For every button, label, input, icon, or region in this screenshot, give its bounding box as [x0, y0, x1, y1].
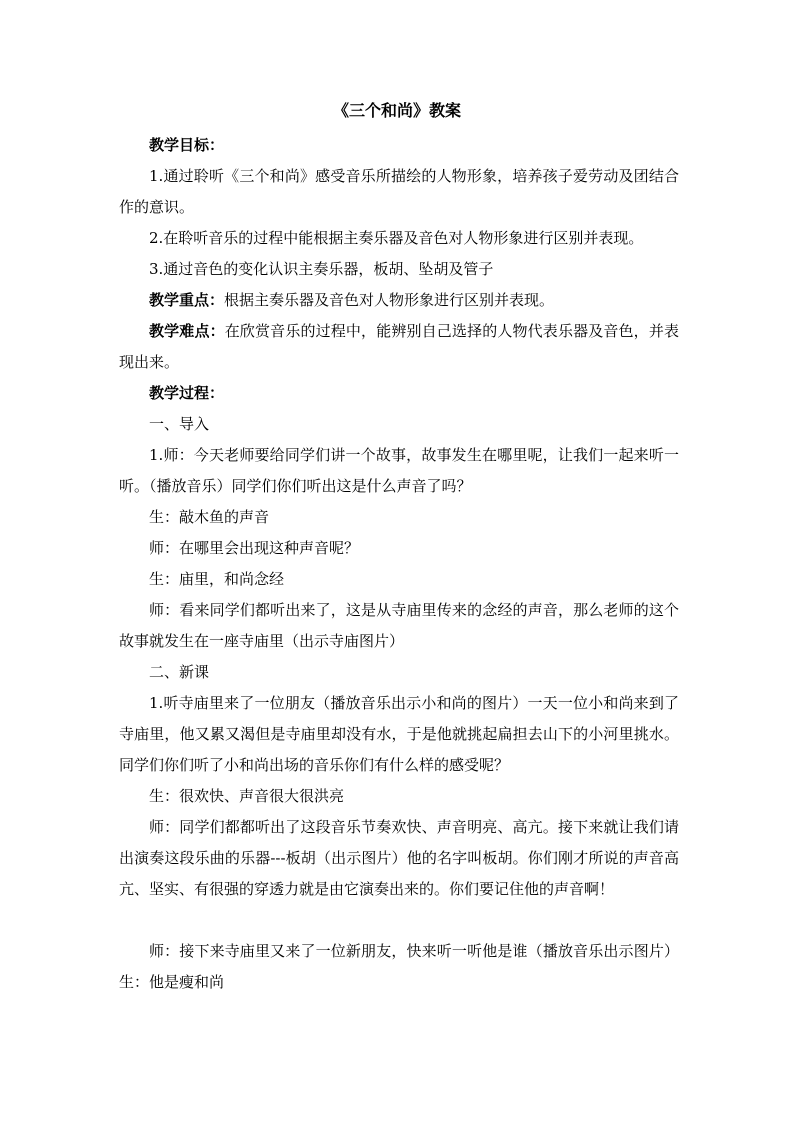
process-heading — [119, 378, 679, 409]
difficulty-label: 教学难点： — [149, 322, 225, 340]
key-point-text: 根据主奏乐器及音色对人物形象进行区别并表现。 — [224, 291, 555, 309]
paragraph-5: 师：看来同学们都听出来了，这是从寺庙里传来的念经的声音，那么老师的这个故事就发生在一座寺庙里（出示寺庙图片） — [119, 601, 679, 650]
section-new-lesson-heading: 二、新课 — [149, 663, 210, 681]
paragraph-7: 生：很欢快、声音很大很洪亮 — [149, 787, 345, 805]
paragraph-9: 师：接下来寺庙里又来了一位新朋友，快来听一听他是谁（播放音乐出示图片） 生：他是瘦和尚 — [119, 942, 679, 991]
difficulty-point — [119, 316, 679, 378]
goal-3: 3.通过音色的变化认识主奏乐器，板胡、坠胡及管子 — [149, 260, 494, 278]
paragraph-2: 生：敲木鱼的声音 — [149, 508, 270, 526]
key-point — [119, 285, 679, 316]
goals-heading-text: 教学目标： — [149, 136, 225, 154]
paragraph-4: 生：庙里，和尚念经 — [149, 570, 285, 588]
paragraph-1: 1.师：今天老师要给同学们讲一个故事，故事发生在哪里呢，让我们一起来听一听。（播放音乐）同学们你们听出这是什么声音了吗？ — [119, 446, 679, 495]
paragraph-8: 师：同学们都都听出了这段音乐节奏欢快、声音明亮、高亢。接下来就让我们请出演奏这段乐曲的乐器---板胡（出示图片）他的名字叫板胡。你们刚才所说的声音高亢、坚实、有很强的穿透力就是由它演奏出来的。你们要记住他的声音啊！ — [119, 818, 679, 898]
process-heading-text: 教学过程： — [149, 384, 225, 402]
section-intro-heading: 一、导入 — [149, 415, 210, 433]
goal-1: 1.通过聆听《三个和尚》感受音乐所描绘的人物形象，培养孩子爱劳动及团结合作的意识。 — [119, 167, 679, 216]
paragraph-6: 1.听寺庙里来了一位朋友（播放音乐出示小和尚的图片）一天一位小和尚来到了寺庙里，他又累又渴但是寺庙里却没有水，于是他就挑起扁担去山下的小河里挑水。同学们你们听了小和尚出场的音乐你们有什么样的感受呢？ — [119, 694, 679, 774]
difficulty-text: 在欣赏音乐的过程中，能辨别自己选择的人物代表乐器及音色，并表现出来。 — [119, 322, 679, 371]
paragraph-3: 师：在哪里会出现这种声音呢？ — [149, 539, 360, 557]
document-title: 《三个和尚》教案 — [332, 101, 461, 120]
goals-heading — [119, 130, 679, 161]
key-point-label: 教学重点： — [149, 291, 225, 309]
goal-2: 2.在聆听音乐的过程中能根据主奏乐器及音色对人物形象进行区别并表现。 — [149, 229, 644, 247]
